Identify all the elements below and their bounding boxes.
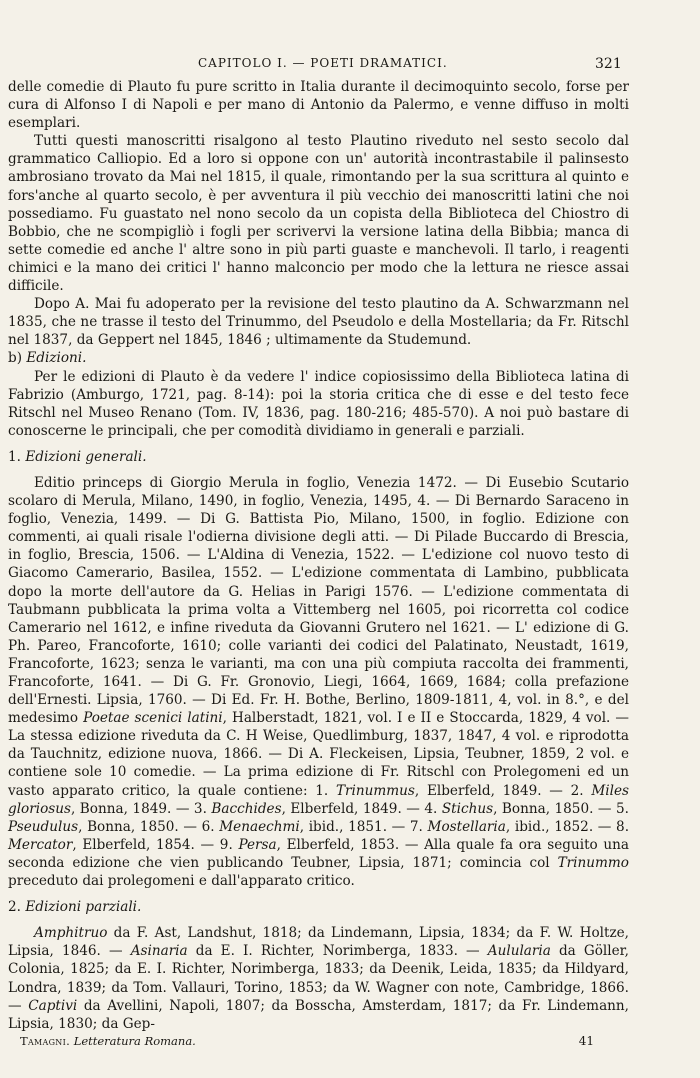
paragraph-3: Dopo A. Mai fu adoperato per la revisione del testo plautino da A. Schwarzmann nel 1835, che ne trasse il testo del Trinummo, del Pseudolo e della Mostellaria; da Fr. Ritschl nel 1837, da Geppert nel 1845, 1846 ; ultimamente da Studemund. xyxy=(8,296,629,349)
italic-title: Bacchides xyxy=(211,800,282,817)
page-body xyxy=(8,78,629,1033)
section-heading-2 xyxy=(8,898,629,916)
paragraph-2: Tutti questi manoscritti risalgono al testo Plautino riveduto nel sesto secolo dal grammatico Calliopio. Ed a loro si oppone con un' autorità incontrastabile il palinsesto ambrosiano trovato da Mai nel 1815, il quale, rimontando per la sua scrittura al quinto e fors'anche al quarto secolo, è per avventura il più vecchio dei manoscritti latini che noi possediamo. Fu guastato nel nono secolo da un copista della Biblioteca del Chiostro di Bobbio, che ne scompigliò i fogli per scrivervi la versione latina della Bibbia; manca di sette comedie ed anche l' altre sono in più parti guaste e manchevoli. Il tarlo, i reagenti chimici e la mano dei critici l' hanno malconcio per modo che la lettura ne riesce assai difficile. xyxy=(8,133,629,295)
text-run: da E. I. Richter, Norimberga, 1833. — xyxy=(187,943,488,960)
text-run: Editio princeps di Giorgio Merula in foglio, Venezia 1472. — Di Eusebio Scutario scolaro di Merula, Milano, 1490, in foglio, Venezia, 1495, 4. — Di Bernardo Saraceno in foglio, Venezia, 1499. — Di G. Battista Pio, Milano, 1500, in foglio. Edizione con commenti, ai quali risale l'odierna divisione degli atti. — Di Pilade Buccardo di Brescia, in foglio, Brescia, 1506. — L'Aldina di Venezia, 1522. — L'edizione col nuovo testo di Giacomo Camerario, Basilea, 1552. — L'edizione commentata di Lambino, pubblicata dopo la morte dell'autore da G. Helias in Parigi 1576. — L'edizione commentata di Taubmann pubblicata la prima volta a Vittemberg nel 1605, poi ricorretta col codice Camerario nel 1612, e infine riveduta da Giovanni Grutero nel 1621. — L' edizione di G. Ph. Pareo, Francoforte, 1610; colle varianti dei codici del Palatinato, Neustadt, 1619, Francoforte, 1623; senza le varianti, ma con una più compiuta raccolta dei frammenti, Francoforte, 1641. — Di G. Fr. Gronovio, Liegi, 1664, 1669, 1684; colla prefazione dell'Ernesti. Lipsia, 1760. — Di Ed. Fr. H. Bothe, Berlino, 1809-1811, 4, vol. in 8.°, e del medesimo xyxy=(8,474,629,727)
text-run: , ibid., 1852. — 8. xyxy=(505,818,630,835)
text-run: , Elberfeld, 1849. — 2. xyxy=(414,782,592,799)
text-run: , ibid., 1851. — 7. xyxy=(299,818,428,835)
italic-title: Trinummus xyxy=(335,782,415,799)
section-heading-b xyxy=(8,349,629,367)
italic-title: Poetae scenici latini xyxy=(83,710,223,727)
paragraph-1: delle comedie di Plauto fu pure scritto in Italia durante il decimoquinto secolo, forse per cura di Alfonso I di Napoli e per mano di Antonio da Palermo, e venne diffuso in molti esemplari. xyxy=(8,79,629,132)
text-run: , Elberfeld, 1849. — 4. xyxy=(281,800,442,817)
italic-title: Mercator xyxy=(8,836,73,853)
italic-title: Aulularia xyxy=(487,943,551,960)
paragraph-6 xyxy=(8,924,629,1033)
text-run: , Bonna, 1850. — 6. xyxy=(78,818,220,835)
page-number: 321 xyxy=(595,56,622,72)
page-footer xyxy=(20,1034,630,1048)
italic-title: Miles gloriosus xyxy=(8,782,629,817)
text-run: , Bonna, 1850. — 5. xyxy=(493,800,629,817)
section-heading-1-title: Edizioni generali. xyxy=(25,448,147,465)
italic-title: Trinummo xyxy=(557,854,629,871)
text-run: da F. Ast, Landshut, 1818; da Lindemann, Lipsia, 1834; da F. W. Holtze, Lipsia, 1846. — xyxy=(8,925,629,960)
italic-title: Captivi xyxy=(28,997,78,1014)
italic-title: Pseudulus xyxy=(8,818,79,835)
section-heading-1 xyxy=(8,448,629,466)
italic-title: Amphitruo xyxy=(34,925,108,942)
text-run: da Göller, Colonia, 1825; da E. I. Richter, Norimberga, 1833; da Deenik, Leida, 1835; da Hildyard, Londra, 1839; da Tom. Vallauri, Torino, 1853; da W. Wagner con note, Cambridge, 1866. — xyxy=(8,943,630,1014)
italic-title: Asinaria xyxy=(130,943,188,960)
signature-mark: 41 xyxy=(578,1034,594,1048)
footer-work: Letteratura Romana. xyxy=(73,1034,196,1048)
text-run: , Elberfeld, 1853. — Alla quale fa ora seguito una seconda edizione che vien publicando Teubner, Lipsia, 1871; comincia col xyxy=(8,836,629,871)
footer-author: Tamagni. xyxy=(20,1034,71,1048)
paragraph-4: Per le edizioni di Plauto è da vedere l' indice copiosissimo della Biblioteca latina di Fabrizio (Amburgo, 1721, pag. 8-14): poi la storia critica che di esse e del testo fece Ritschl nel Museo Renano (Tom. IV, 1836, pag. 180-216; 485-570). A noi può bastare di conoscerne le principali, che per comodità dividiamo in generali e parziali. xyxy=(8,368,629,439)
text-run: preceduto dai prolegomeni e dall'apparato critico. xyxy=(8,873,355,890)
paragraph-5 xyxy=(8,474,629,890)
section-heading-1-number: 1. xyxy=(8,448,21,465)
italic-title: Persa xyxy=(238,836,277,853)
section-heading-2-title: Edizioni parziali. xyxy=(25,899,142,916)
text-run: da Avellini, Napoli, 1807; da Bosscha, Amsterdam, 1817; da Fr. Lindemann, Lipsia, 1830; da Gep- xyxy=(8,997,630,1032)
section-heading-b-title: Edizioni. xyxy=(26,350,87,367)
italic-title: Mostellaria xyxy=(427,818,506,835)
italic-title: Stichus xyxy=(441,800,494,817)
text-run: , Bonna, 1849. — 3. xyxy=(70,800,212,817)
section-heading-b-number: b) xyxy=(8,350,23,367)
section-heading-2-number: 2. xyxy=(8,899,21,916)
text-run: , Elberfeld, 1854. — 9. xyxy=(72,836,239,853)
italic-title: Menaechmi xyxy=(219,818,300,835)
text-run: , Halberstadt, 1821, vol. I e II e Stoccarda, 1829, 4 vol. — La stessa edizione riveduta da C. H Weise, Quedlimburg, 1837, 1847, 4 vol. e riprodotta da Tauchnitz, edizione nuova, 1866. — Di A. Fleckeisen, Lipsia, Teubner, 1859, 2 vol. e contiene sole 10 comedie. — La prima edizione di Fr. Ritschl con Prolegomeni ed un vasto apparato critico, la quale contiene: 1. xyxy=(8,710,629,799)
running-title: CAPITOLO I. — POETI DRAMATICI. xyxy=(198,56,448,70)
page-header xyxy=(0,56,700,74)
